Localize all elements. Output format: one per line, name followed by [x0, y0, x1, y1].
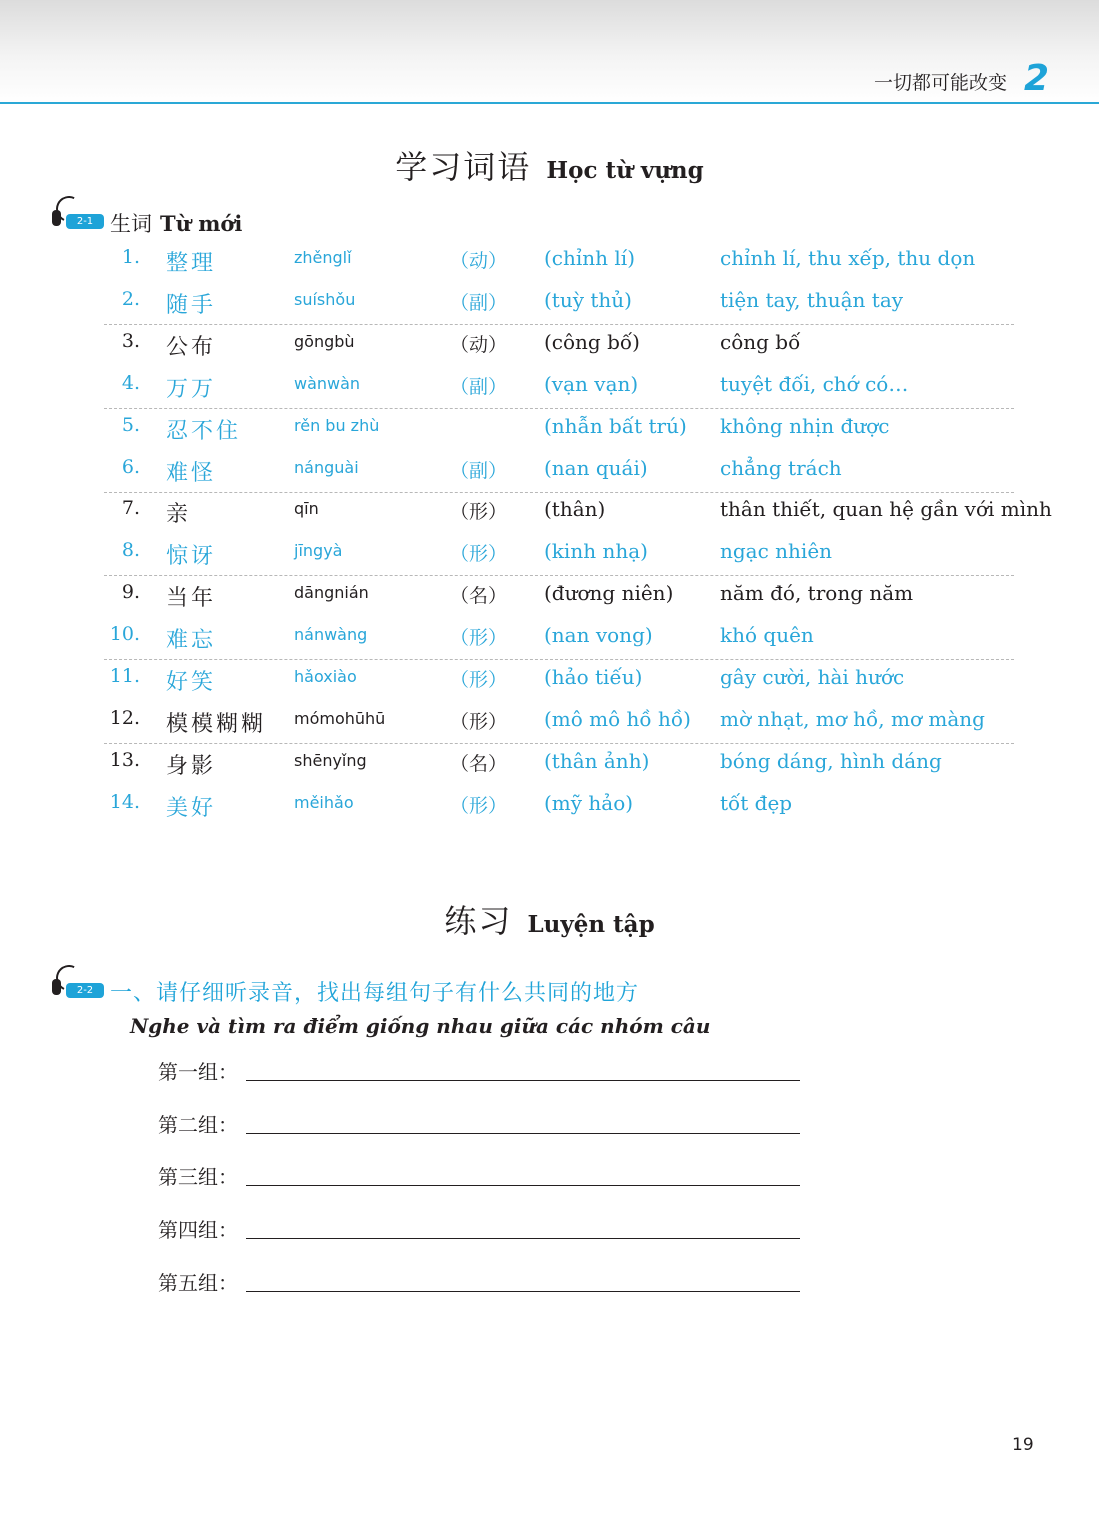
vocab-row	[104, 743, 1014, 785]
vocab-row	[104, 659, 1014, 701]
vocab-row	[104, 617, 1014, 660]
vocab-pinyin: zhěnglǐ	[294, 248, 352, 267]
vocab-meaning: chỉnh lí, thu xếp, thu dọn	[720, 246, 976, 270]
vocab-num: 2.	[121, 287, 140, 310]
answer-line[interactable]	[246, 1133, 800, 1134]
vocab-pos: （名）	[450, 752, 508, 775]
vocab-title-vi: Học từ vựng	[546, 157, 704, 184]
vocab-row	[104, 450, 1014, 493]
practice-title-vi: Luyện tập	[527, 911, 655, 938]
answer-group-row	[158, 1267, 808, 1297]
audio-track-badge: 2-1	[66, 214, 104, 229]
answer-line[interactable]	[246, 1291, 800, 1292]
vocab-meaning: tuyệt đối, chớ có…	[720, 371, 909, 396]
vocab-row	[104, 282, 1014, 325]
answer-line[interactable]	[246, 1185, 800, 1186]
vocab-pinyin: nánwàng	[294, 625, 368, 645]
vocab-pos: （副）	[450, 375, 508, 398]
vocab-pos: （副）	[450, 459, 508, 482]
vocab-row	[104, 701, 1014, 744]
exercise-heading-cn: 一、请仔细听录音，找出每组句子有什么共同的地方	[110, 981, 640, 1006]
vocab-num: 8.	[121, 539, 140, 562]
vocab-pinyin: gōngbù	[294, 331, 355, 351]
vocab-hanzi: 惊讶	[166, 544, 217, 570]
vocab-hanzi: 美好	[166, 795, 217, 821]
vocab-row	[104, 240, 1014, 282]
exercise-heading-vi: Nghe và tìm ra điểm giống nhau giữa các nhóm câu	[130, 1014, 711, 1038]
vocab-hanzi: 亲	[166, 502, 192, 528]
vocab-num: 6.	[121, 455, 140, 478]
vocab-hanzi: 难怪	[166, 460, 217, 486]
vocab-hanviet: (thân ảnh)	[544, 748, 650, 773]
new-words-label-vi: Từ mới	[160, 211, 243, 236]
vocab-hanzi: 好笑	[166, 670, 217, 695]
vocab-hanviet: (chỉnh lí)	[544, 246, 635, 270]
answer-group-label: 第三组：	[158, 1165, 238, 1190]
vocab-hanzi: 忍不住	[166, 418, 242, 444]
answer-group-row	[158, 1161, 808, 1191]
vocab-hanviet: (công bố)	[544, 329, 640, 354]
answer-group-row	[158, 1056, 808, 1086]
vocab-row	[104, 366, 1014, 409]
vocab-pinyin: měihǎo	[294, 792, 354, 812]
vocab-meaning: tiện tay, thuận tay	[720, 287, 904, 312]
vocab-hanzi: 当年	[166, 586, 217, 612]
vocab-pinyin: hǎoxiào	[294, 667, 357, 686]
vocab-section-title	[0, 142, 1099, 188]
vocab-num: 10.	[109, 623, 140, 646]
vocab-pos: （动）	[450, 250, 508, 272]
vocab-pos: （形）	[450, 669, 508, 691]
audio-headset-icon[interactable]	[52, 196, 108, 236]
vocab-pos: （形）	[450, 627, 508, 650]
vocab-meaning: gây cười, hài hước	[720, 665, 905, 689]
vocab-pinyin: suíshǒu	[294, 289, 356, 309]
vocab-pinyin: qīn	[294, 499, 319, 519]
answer-group-label: 第五组：	[158, 1270, 238, 1295]
vocab-pos: （副）	[450, 291, 508, 314]
vocab-hanviet: (nan vong)	[544, 623, 653, 648]
answer-group-label: 第二组：	[158, 1112, 238, 1137]
vocab-row	[104, 324, 1014, 366]
vocab-pos: （形）	[450, 501, 508, 524]
vocab-hanviet: (thân)	[544, 497, 606, 522]
vocab-pinyin: jīngyà	[294, 541, 343, 561]
vocab-hanzi: 随手	[166, 292, 217, 318]
answer-line[interactable]	[246, 1238, 800, 1239]
vocab-meaning: công bố	[720, 329, 801, 354]
vocab-meaning: thân thiết, quan hệ gần với mình	[720, 497, 1052, 522]
vocab-meaning: năm đó, trong năm	[720, 581, 914, 606]
header-rule	[0, 102, 1099, 104]
vocab-hanviet: (hảo tiếu)	[544, 665, 643, 689]
vocab-meaning: mờ nhạt, mơ hồ, mơ màng	[720, 706, 985, 731]
vocab-pinyin: shēnyǐng	[294, 750, 367, 770]
vocab-num: 3.	[121, 329, 140, 352]
vocab-hanviet: (kinh nhạ)	[544, 539, 648, 564]
vocab-num: 1.	[121, 246, 140, 268]
vocab-num: 12.	[109, 706, 140, 729]
vocab-hanviet: (nan quái)	[544, 455, 648, 480]
vocab-num: 14.	[109, 790, 140, 813]
vocab-hanzi: 万万	[166, 376, 217, 402]
vocab-pos: （形）	[450, 710, 508, 733]
vocab-meaning: khó quên	[720, 623, 814, 648]
vocab-meaning: chẳng trách	[720, 455, 842, 480]
page-number: 19	[1012, 1435, 1034, 1455]
practice-title-cn: 练习	[444, 902, 513, 940]
chapter-title: 一切都可能改变	[873, 72, 1007, 94]
vocab-num: 5.	[121, 413, 140, 436]
vocab-hanzi: 身影	[166, 753, 217, 779]
vocab-meaning: không nhịn được	[720, 413, 890, 438]
vocab-num: 4.	[121, 371, 140, 394]
vocab-num: 9.	[121, 581, 140, 604]
vocab-hanzi: 难忘	[166, 628, 217, 654]
vocab-pos: （形）	[450, 794, 508, 817]
vocab-row	[104, 533, 1014, 576]
answer-group-row	[158, 1214, 808, 1244]
vocab-title-cn: 学习词语	[395, 148, 532, 186]
vocab-pinyin: mómohūhū	[294, 708, 386, 728]
vocab-hanviet: (mô mô hồ hồ)	[544, 706, 691, 731]
vocab-row	[104, 785, 1014, 827]
audio-headset-icon[interactable]	[52, 965, 108, 1005]
vocab-row	[104, 491, 1052, 533]
answer-group-row	[158, 1109, 808, 1139]
vocab-hanzi: 模模糊糊	[166, 711, 267, 737]
vocab-hanviet: (đương niên)	[544, 581, 674, 606]
answer-group-label: 第四组：	[158, 1218, 238, 1243]
vocab-row	[104, 575, 1014, 617]
vocab-hanviet: (nhẫn bất trú)	[544, 413, 687, 438]
vocab-meaning: bóng dáng, hình dáng	[720, 748, 942, 773]
vocab-pinyin: dāngnián	[294, 583, 369, 603]
vocab-pinyin: rěn bu zhù	[294, 415, 380, 435]
vocab-pinyin: wànwàn	[294, 373, 361, 393]
new-words-label-cn: 生词	[110, 212, 152, 236]
vocab-hanviet: (vạn vạn)	[544, 371, 639, 396]
new-words-heading	[110, 208, 242, 238]
audio-track-badge: 2-2	[66, 983, 104, 998]
vocab-hanviet: (tuỳ thủ)	[544, 287, 632, 312]
answer-line[interactable]	[246, 1080, 800, 1081]
practice-section-title	[0, 896, 1099, 942]
chapter-number: 2	[1023, 58, 1049, 99]
vocab-row	[104, 408, 1014, 450]
vocab-hanzi: 整理	[166, 251, 217, 276]
vocab-meaning: ngạc nhiên	[720, 539, 833, 564]
vocab-num: 7.	[121, 497, 140, 520]
vocab-meaning: tốt đẹp	[720, 790, 793, 815]
vocab-num: 13.	[109, 748, 140, 771]
vocab-pos: （形）	[450, 543, 508, 566]
answer-group-label: 第一组：	[158, 1060, 238, 1084]
vocab-pinyin: nánguài	[294, 457, 359, 477]
vocab-pos: （名）	[450, 585, 508, 608]
vocab-num: 11.	[109, 665, 140, 687]
vocab-hanzi: 公布	[166, 334, 217, 360]
vocab-pos: （动）	[450, 333, 508, 356]
vocab-hanviet: (mỹ hảo)	[544, 790, 634, 815]
